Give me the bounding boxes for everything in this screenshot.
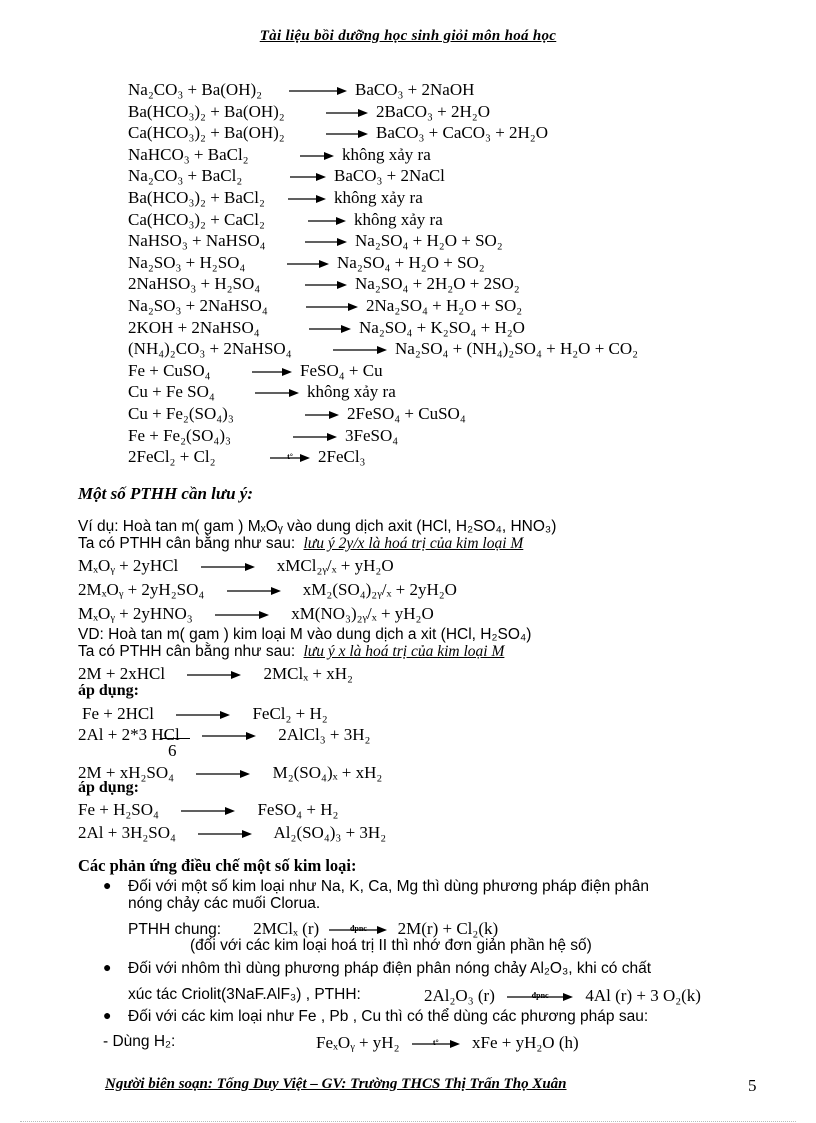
arrow-icon [198,830,252,838]
arrow-icon [201,563,255,571]
eq-left: Fe + 2HCl [82,704,154,723]
arrow-icon [309,325,351,333]
reaction-right: Na₂SO₄ + 2H₂O + 2SO₂ [355,274,520,294]
example-2-intro-text: Ta có PTHH cân bằng như sau: [78,643,296,660]
arrow-icon [333,346,387,354]
reaction-left: NaHSO₃ + NaHSO₄ [128,231,266,251]
arrow-icon [289,87,347,95]
eq-left: 2Al₂O₃ (r) [424,986,495,1005]
reaction-left: Ba(HCO₃)₂ + Ba(OH)₂ [128,101,285,121]
eq-right: 4Al (r) + 3 O₂(k) [585,986,701,1005]
eq-right: 2AlCl₃ + 3H₂ [278,725,371,744]
bullet-3-line-1: Đối với các kim loại như Fe , Pb , Cu thì có thể dùng các phương pháp sau: [128,1008,649,1025]
eq-right: xFe + yH₂O (h) [472,1033,579,1052]
eq-right: xM(NO₃)₂ᵧ/ₓ + yH₂O [291,604,434,623]
arrow-icon [252,368,292,376]
arrow-condition: đpnc [349,924,367,934]
example-2-intro [78,643,504,661]
reaction-row [128,79,474,100]
eq-right: FeCl₂ + H₂ [252,704,328,723]
eq-left: 2Al + 3H₂SO₄ [78,823,176,842]
eq-right: 2M(r) + Cl₂(k) [397,919,499,938]
reaction-row [128,295,522,316]
reaction-left: Ca(HCO₃)₂ + CaCl₂ [128,209,265,229]
equation-al-h2so4 [78,822,386,843]
arrow-icon [290,173,326,181]
reaction-right: 3FeSO₄ [345,425,399,445]
arrow-icon [507,993,573,1001]
equation-oxide-hno3 [78,603,434,624]
arrow-icon [176,711,230,719]
eq-left: 2M + 2xHCl [78,664,166,683]
eq-right: Al₂(SO₄)₃ + 3H₂ [273,823,387,842]
bullet-icon: ● [103,1009,112,1024]
reaction-left: 2NaHSO₃ + H₂SO₄ [128,274,261,294]
reaction-left: Cu + Fe SO₄ [128,382,215,402]
arrow-icon [181,807,235,815]
example-1-text: Ví dụ: Hoà tan m( gam ) MₓOᵧ vào dung dịch axit (HCl, H₂SO₄, HNO₃) [78,518,557,535]
reaction-left: NaHCO₃ + BaCl₂ [128,144,249,164]
reaction-row [128,165,445,186]
fraction-denominator: 6 [168,741,177,760]
reaction-right: 2Na₂SO₄ + H₂O + SO₂ [366,296,523,315]
reaction-row [128,101,490,122]
equation-h2-reduction [316,1032,579,1053]
reaction-row [128,273,520,294]
reaction-right: 2FeCl₃ [318,447,366,467]
example-1-intro-text: Ta có PTHH cân bằng như sau: [78,535,296,552]
arrow-icon [196,770,250,778]
reaction-row [128,209,443,230]
reaction-row [128,230,503,251]
reaction-right: BaCO₃ + 2NaCl [334,166,445,186]
page-number: 5 [748,1076,757,1095]
reaction-row [128,360,383,381]
reaction-left: Na₂CO₃ + Ba(OH)₂ [128,80,263,99]
eq-right: M₂(SO₄)ₓ + xH₂ [272,763,383,782]
eq-right: xMCl₂ᵧ/ₓ + yH₂O [276,556,394,575]
arrow-condition: t° [432,1038,439,1048]
bullet-1-line-1: Đối với một số kim loại như Na, K, Ca, Mg thì dùng phương pháp điện phân [128,878,649,895]
arrow-icon [215,611,269,619]
reaction-left: Fe + CuSO₄ [128,360,211,380]
reaction-left: (NH₄)₂CO₃ + 2NaHSO₄ [128,339,292,359]
arrow-icon [308,217,346,225]
arrow-icon [326,130,368,138]
arrow-icon [270,454,310,462]
reaction-row [128,425,398,446]
arrow-icon [326,109,368,117]
bullet-3-label: - Dùng H₂: [103,1033,176,1050]
reaction-row [128,252,485,273]
reaction-right: không xảy ra [342,144,431,164]
reaction-right: Na₂SO₄ + K₂SO₄ + H₂O [359,317,525,337]
footer-author: Người biên soạn: Tống Duy Việt – GV: Trường THCS Thị Trấn Thọ Xuân [105,1076,567,1092]
equation-electrolysis-alumina [424,985,701,1006]
reaction-row [128,403,466,424]
equation-al-hcl [78,724,370,745]
reaction-row [128,144,431,165]
arrow-condition: t° [287,452,293,462]
reaction-right: Na₂SO₄ + H₂O + SO₂ [355,231,503,251]
equation-oxide-h2so4 [78,579,457,600]
reaction-left: Ba(HCO₃)₂ + BaCl₂ [128,188,265,207]
eq-right: xM₂(SO₄)₂ᵧ/ₓ + 2yH₂O [302,580,457,599]
section-title-notes: Một số PTHH cần lưu ý: [78,484,253,503]
reaction-row [128,446,366,467]
reaction-right: Na₂SO₄ + (NH₄)₂SO₄ + H₂O + CO₂ [395,339,639,359]
arrow-icon [306,303,358,311]
section-title-metal-prep: Các phản ứng điều chế một số kim loại: [78,856,357,875]
eq-left: MₓOᵧ + 2yHCl [78,556,179,575]
eq-left: 2Al + 2*3 HCl [78,725,180,744]
equation-metal-hcl [78,663,353,684]
page-header: Tài liệu bồi dưỡng học sinh giỏi môn hoá học [259,28,557,44]
eq-left: FeₓOᵧ + yH₂ [316,1033,400,1052]
arrow-icon [300,152,334,160]
arrow-icon [202,732,256,740]
reaction-left: Ca(HCO₃)₂ + Ba(OH)₂ [128,123,285,143]
eq-left: 2MₓOᵧ + 2yH₂SO₄ [78,580,205,599]
reaction-right: FeSO₄ + Cu [300,360,383,380]
reaction-row [128,338,638,359]
reaction-right: BaCO₃ + CaCO₃ + 2H₂O [376,123,549,143]
reaction-row [128,381,396,402]
reaction-right: BaCO₃ + 2NaOH [355,80,475,99]
example-1-note: lưu ý 2y/x là hoá trị của kim loại M [303,535,524,552]
fraction-bar [160,738,190,739]
arrow-icon [255,389,299,397]
reaction-right: Na₂SO₄ + H₂O + SO₂ [337,252,485,272]
reaction-left: Cu + Fe₂(SO₄)₃ [128,404,234,423]
reaction-left: 2FeCl₂ + Cl₂ [128,447,216,467]
reaction-row [128,187,423,208]
equation-fe-h2so4 [78,799,338,820]
reaction-right: 2FeSO₄ + CuSO₄ [347,404,466,423]
arrow-icon [187,671,241,679]
example-2-text: VD: Hoà tan m( gam ) kim loại M vào dung dịch a xit (HCl, H₂SO₄) [78,626,532,643]
arrow-icon [288,195,326,203]
reaction-right: không xảy ra [307,382,396,402]
arrow-icon [412,1040,460,1048]
example-1-intro [78,535,523,553]
arrow-icon [287,260,329,268]
example-2-note: lưu ý x là hoá trị của kim loại M [303,643,505,660]
eq-right: FeSO₄ + H₂ [257,800,339,819]
arrow-condition: đpnc [531,991,549,1001]
bullet-icon: ● [103,961,112,976]
arrow-icon [293,433,337,441]
bullet-icon: ● [103,879,112,894]
reaction-left: Na₂SO₃ + 2NaHSO₄ [128,296,268,315]
reaction-left: 2KOH + 2NaHSO₄ [128,317,260,337]
bullet-1-note: (đối với các kim loại hoá trị II thì nhớ đơn giản phần hệ số) [190,937,592,954]
page-bottom-divider [20,1121,796,1122]
reaction-row [128,317,525,338]
apply-label-2: áp dụng: [78,779,139,796]
reaction-right: không xảy ra [334,188,423,207]
reaction-left: Na₂SO₃ + H₂SO₄ [128,252,246,272]
eq-left: 2M + xH₂SO₄ [78,763,175,782]
bullet-2-line-2: xúc tác Criolit(3NaF.AlF₃) , PTHH: [128,986,361,1003]
arrow-icon [227,587,281,595]
arrow-icon [329,926,387,934]
bullet-1-line-2: nóng chảy các muối Clorua. [128,895,321,912]
arrow-icon [305,411,339,419]
pthh-label: PTHH chung: [128,921,222,938]
reaction-right: 2BaCO₃ + 2H₂O [376,101,490,121]
reaction-left: Na₂CO₃ + BaCl₂ [128,166,243,186]
eq-right: 2MClₓ + xH₂ [263,664,353,683]
reaction-left: Fe + Fe₂(SO₄)₃ [128,425,231,445]
arrow-icon [305,238,347,246]
arrow-icon [305,281,347,289]
bullet-2-line-1: Đối với nhôm thì dùng phương pháp điện phân nóng chảy Al₂O₃, khi có chất [128,960,652,977]
equation-fe-hcl [82,703,328,724]
eq-left: MₓOᵧ + 2yHNO₃ [78,604,193,623]
eq-left: Fe + H₂SO₄ [78,800,159,819]
reaction-row [128,122,548,143]
equation-oxide-hcl [78,555,394,576]
eq-left: 2MClₓ (r) [253,919,320,938]
apply-label-1: áp dụng: [78,682,139,699]
reaction-right: không xảy ra [354,209,443,229]
